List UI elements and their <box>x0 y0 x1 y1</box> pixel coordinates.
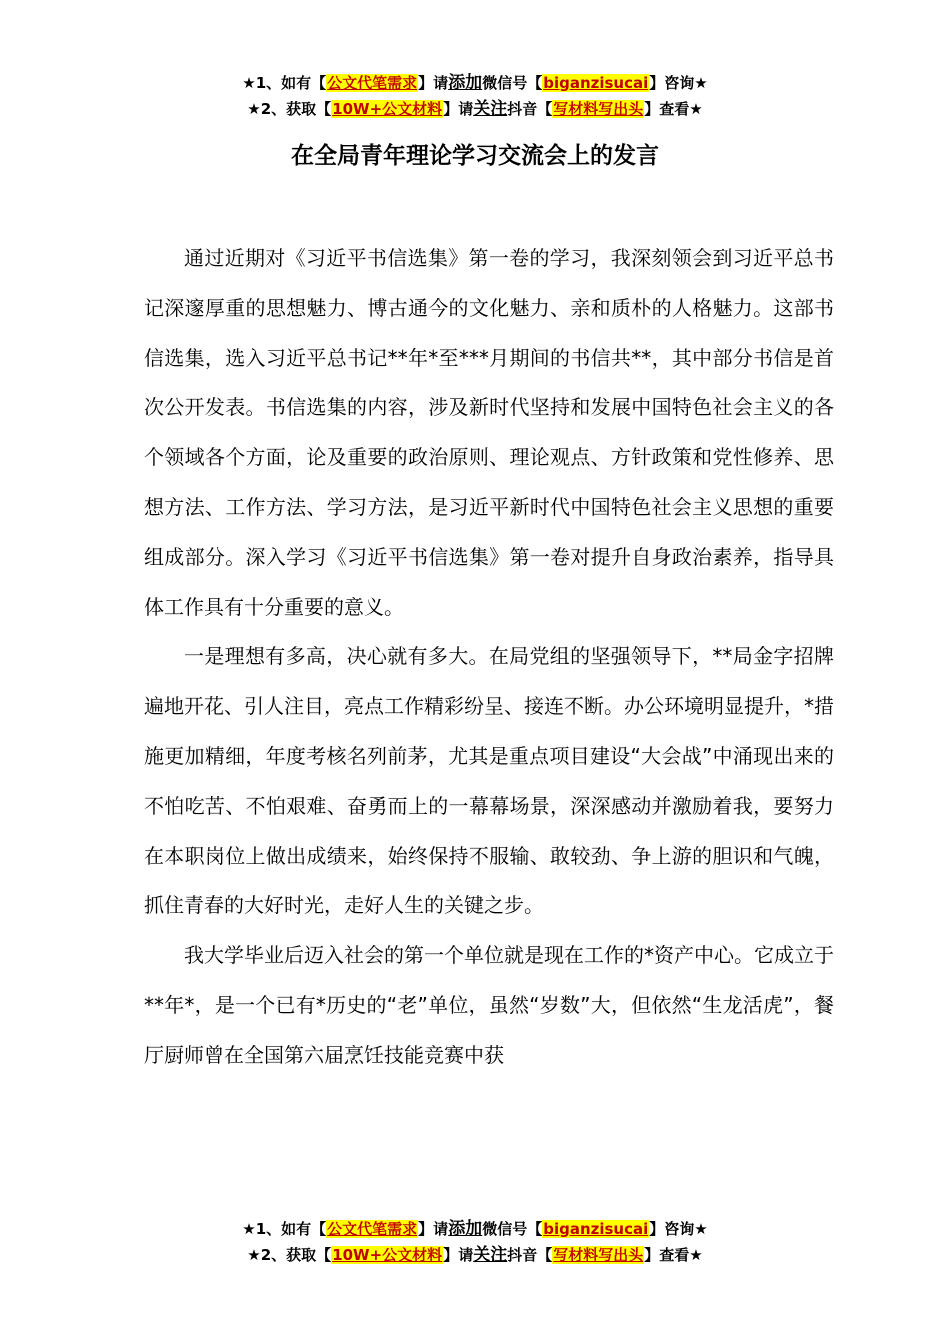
banner-emphasis: 添加 <box>448 1219 483 1239</box>
banner-text: 】查看★ <box>644 1246 703 1264</box>
banner-line-2 <box>0 1242 950 1268</box>
body-paragraph: 通过近期对《习近平书信选集》第一卷的学习，我深刻领会到习近平总书记深邃厚重的思想魅力、博古通今的文化魅力、亲和质朴的人格魅力。这部书信选集，选入习近平总书记**年*至***月期间的书信共**，其中部分书信是首次公开发表。书信选集的内容，涉及新时代坚持和发展中国特色社会主义的各个领域各个方面，论及重要的政治原则、理论观点、方针政策和党性修养、思想方法、工作方法、学习方法，是习近平新时代中国特色社会主义思想的重要组成部分。深入学习《习近平书信选集》第一卷对提升自身政治素养，指导具体工作具有十分重要的意义。 <box>144 246 834 619</box>
banner-highlight-materials: 10W+公文材料 <box>332 1246 443 1264</box>
banner-highlight-wechat: biganzisucai <box>543 74 649 92</box>
banner-text: 】请 <box>443 100 474 118</box>
banner-text: 】咨询★ <box>649 1220 708 1238</box>
banner-text: 微信号【 <box>482 1220 543 1238</box>
banner-text: 】请 <box>443 1246 474 1264</box>
banner-text: 】查看★ <box>644 100 703 118</box>
banner-emphasis: 关注 <box>473 99 508 119</box>
banner-emphasis: 添加 <box>448 73 483 93</box>
body-paragraph: 一是理想有多高，决心就有多大。在局党组的坚强领导下，**局金字招牌遍地开花、引人注目，亮点工作精彩纷呈、接连不断。办公环境明显提升，*措施更加精细，年度考核名列前茅，尤其是重点项目建设“大会战”中涌现出来的不怕吃苦、不怕艰难、奋勇而上的一幕幕场景，深深感动并激励着我，要努力在本职岗位上做出成绩来，始终保持不服输、敢较劲、争上游的胆识和气魄，抓住青春的大好时光，走好人生的关键之步。 <box>144 644 834 918</box>
banner-highlight-douyin: 写材料写出头 <box>553 100 644 118</box>
banner-text: ★1、如有【 <box>242 74 327 92</box>
banner-text: 微信号【 <box>482 74 543 92</box>
document-body <box>144 234 834 1081</box>
banner-text: 抖音【 <box>507 100 553 118</box>
banner-highlight-service: 公文代笔需求 <box>327 1220 418 1238</box>
banner-text: 】请 <box>418 74 449 92</box>
banner-text: 】请 <box>418 1220 449 1238</box>
header-banner <box>0 70 950 122</box>
body-paragraph: 我大学毕业后迈入社会的第一个单位就是现在工作的*资产中心。它成立于**年*，是一个已有*历史的“老”单位，虽然“岁数”大，但依然“生龙活虎”，餐厅厨师曾在全国第六届烹饪技能竞赛中获 <box>144 943 834 1067</box>
footer-banner <box>0 1216 950 1268</box>
banner-highlight-douyin: 写材料写出头 <box>553 1246 644 1264</box>
banner-text: 抖音【 <box>507 1246 553 1264</box>
banner-emphasis: 关注 <box>473 1245 508 1265</box>
banner-line-1 <box>0 1216 950 1242</box>
banner-highlight-service: 公文代笔需求 <box>327 74 418 92</box>
banner-text: ★1、如有【 <box>242 1220 327 1238</box>
banner-highlight-wechat: biganzisucai <box>543 1220 649 1238</box>
banner-line-1 <box>0 70 950 96</box>
banner-text: 】咨询★ <box>649 74 708 92</box>
banner-highlight-materials: 10W+公文材料 <box>332 100 443 118</box>
document-title: 在全局青年理论学习交流会上的发言 <box>291 143 659 169</box>
banner-text: ★2、获取【 <box>247 1246 332 1264</box>
banner-text: ★2、获取【 <box>247 100 332 118</box>
banner-line-2 <box>0 96 950 122</box>
